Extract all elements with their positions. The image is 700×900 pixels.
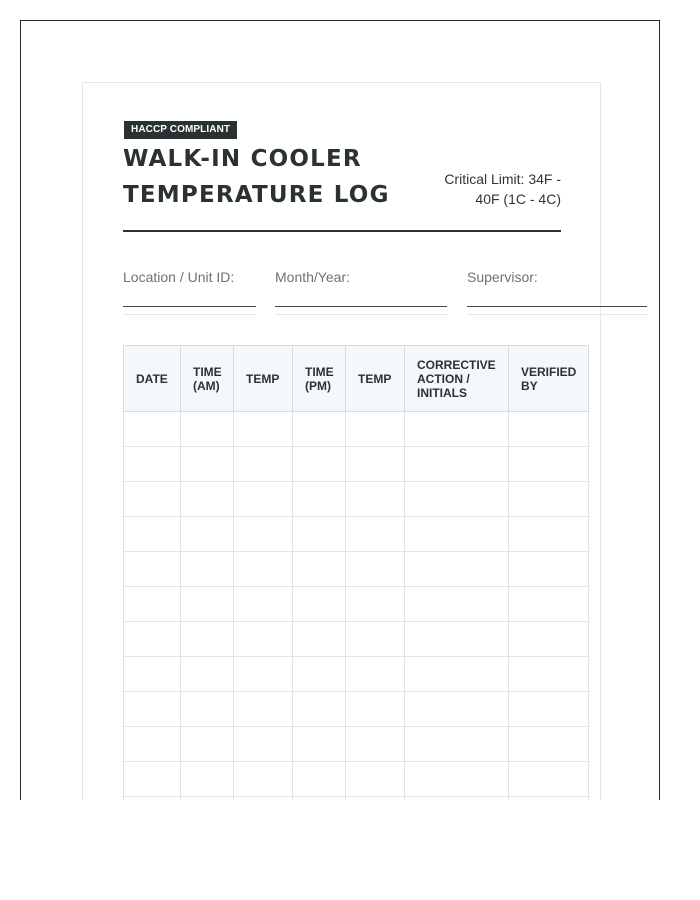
header-time-pm: [293, 346, 346, 412]
log-cell[interactable]: [346, 587, 405, 622]
log-cell[interactable]: [181, 447, 234, 482]
log-cell[interactable]: [234, 727, 293, 762]
log-cell[interactable]: [509, 552, 589, 587]
log-cell[interactable]: [124, 587, 181, 622]
month-year-field[interactable]: [275, 269, 350, 285]
header-temp-pm-text: TEMP: [358, 371, 392, 386]
log-cell[interactable]: [509, 482, 589, 517]
log-cell[interactable]: [346, 622, 405, 657]
header-verified-by: [509, 346, 589, 412]
month-year-underline[interactable]: [275, 306, 447, 307]
log-cell[interactable]: [234, 552, 293, 587]
title-divider: [123, 230, 561, 232]
log-cell[interactable]: [509, 447, 589, 482]
log-cell[interactable]: [181, 552, 234, 587]
log-cell[interactable]: [346, 447, 405, 482]
log-cell[interactable]: [509, 727, 589, 762]
log-cell[interactable]: [293, 762, 346, 797]
log-cell[interactable]: [405, 727, 509, 762]
log-cell[interactable]: [234, 517, 293, 552]
table-row: [124, 692, 589, 727]
log-cell[interactable]: [293, 412, 346, 447]
header-corrective-text-2: ACTION /: [417, 371, 470, 386]
log-cell[interactable]: [405, 482, 509, 517]
log-cell[interactable]: [124, 517, 181, 552]
location-underline-shadow: [123, 314, 256, 315]
log-cell[interactable]: [293, 797, 346, 801]
table-row: [124, 622, 589, 657]
header-time-pm-text-2: (PM): [305, 378, 331, 393]
table-row: [124, 657, 589, 692]
log-cell[interactable]: [234, 622, 293, 657]
log-cell[interactable]: [405, 587, 509, 622]
log-cell[interactable]: [346, 482, 405, 517]
table-row: [124, 517, 589, 552]
log-cell[interactable]: [124, 657, 181, 692]
header-corrective-text-1: CORRECTIVE: [417, 357, 496, 372]
log-cell[interactable]: [234, 692, 293, 727]
log-cell[interactable]: [124, 622, 181, 657]
log-cell[interactable]: [346, 552, 405, 587]
log-cell[interactable]: [234, 447, 293, 482]
log-cell[interactable]: [346, 517, 405, 552]
log-cell[interactable]: [509, 622, 589, 657]
header-time-am-text-1: TIME: [193, 364, 222, 379]
log-cell[interactable]: [293, 657, 346, 692]
log-cell[interactable]: [509, 762, 589, 797]
log-cell[interactable]: [124, 447, 181, 482]
table-row: [124, 482, 589, 517]
log-cell[interactable]: [181, 412, 234, 447]
critical-limit: [411, 169, 561, 209]
supervisor-underline[interactable]: [467, 306, 647, 307]
table-row: [124, 587, 589, 622]
header-corrective-text-3: INITIALS: [417, 385, 467, 400]
log-cell[interactable]: [293, 482, 346, 517]
log-cell[interactable]: [293, 727, 346, 762]
table-row: [124, 447, 589, 482]
log-cell[interactable]: [234, 412, 293, 447]
page-frame: [20, 20, 660, 800]
header-date-text: DATE: [136, 371, 168, 386]
month-year-label: Month/Year:: [275, 269, 350, 285]
log-cell[interactable]: [124, 482, 181, 517]
log-cell[interactable]: [234, 657, 293, 692]
supervisor-field[interactable]: [467, 269, 538, 285]
log-cell[interactable]: [234, 762, 293, 797]
table-header-row: [124, 346, 589, 412]
log-cell[interactable]: [293, 692, 346, 727]
table-row: [124, 797, 589, 801]
log-cell[interactable]: [509, 412, 589, 447]
log-cell[interactable]: [181, 727, 234, 762]
log-cell[interactable]: [405, 447, 509, 482]
table-row: [124, 412, 589, 447]
header-time-pm-text-1: TIME: [305, 364, 334, 379]
title-line-1: WALK-IN COOLER: [123, 146, 362, 172]
supervisor-label: Supervisor:: [467, 269, 538, 285]
log-cell[interactable]: [405, 517, 509, 552]
header-time-am: [181, 346, 234, 412]
title-line-2: TEMPERATURE LOG: [123, 182, 390, 208]
log-cell[interactable]: [124, 797, 181, 801]
page-title: [123, 141, 423, 213]
table-row: [124, 727, 589, 762]
log-sheet: [82, 82, 601, 800]
location-underline[interactable]: [123, 306, 256, 307]
table-body: [124, 412, 589, 801]
log-cell[interactable]: [124, 727, 181, 762]
log-cell[interactable]: [346, 797, 405, 801]
header-corrective-action: [405, 346, 509, 412]
table-row: [124, 762, 589, 797]
log-cell[interactable]: [405, 692, 509, 727]
log-cell[interactable]: [293, 552, 346, 587]
log-cell[interactable]: [405, 622, 509, 657]
log-cell[interactable]: [181, 692, 234, 727]
month-year-underline-shadow: [275, 314, 447, 315]
location-field[interactable]: [123, 269, 234, 285]
header-verified-text-2: BY: [521, 378, 538, 393]
log-cell[interactable]: [346, 692, 405, 727]
table-row: [124, 552, 589, 587]
log-cell[interactable]: [181, 797, 234, 801]
log-cell[interactable]: [405, 552, 509, 587]
log-cell[interactable]: [124, 692, 181, 727]
supervisor-underline-shadow: [467, 314, 647, 315]
log-cell[interactable]: [346, 412, 405, 447]
log-cell[interactable]: [293, 587, 346, 622]
log-cell[interactable]: [124, 412, 181, 447]
temperature-log-table: [123, 345, 589, 800]
header-verified-text-1: VERIFIED: [521, 364, 577, 379]
critical-limit-line-2: 40F (1C - 4C): [475, 191, 561, 207]
log-cell[interactable]: [181, 587, 234, 622]
log-cell[interactable]: [346, 727, 405, 762]
log-cell[interactable]: [181, 517, 234, 552]
header-temp-am: [234, 346, 293, 412]
log-cell[interactable]: [509, 587, 589, 622]
log-cell[interactable]: [124, 762, 181, 797]
log-cell[interactable]: [181, 762, 234, 797]
log-cell[interactable]: [181, 657, 234, 692]
log-cell[interactable]: [234, 797, 293, 801]
log-cell[interactable]: [181, 482, 234, 517]
critical-limit-line-1: Critical Limit: 34F -: [444, 171, 561, 187]
location-label: Location / Unit ID:: [123, 269, 235, 285]
log-cell[interactable]: [181, 622, 234, 657]
log-cell[interactable]: [405, 412, 509, 447]
log-cell[interactable]: [509, 657, 589, 692]
header-temp-pm: [346, 346, 405, 412]
log-cell[interactable]: [234, 587, 293, 622]
log-cell[interactable]: [509, 797, 589, 801]
header-date: [124, 346, 181, 412]
log-cell[interactable]: [405, 762, 509, 797]
log-cell[interactable]: [234, 482, 293, 517]
haccp-badge: HACCP COMPLIANT: [124, 121, 237, 139]
log-cell[interactable]: [346, 657, 405, 692]
log-cell[interactable]: [405, 657, 509, 692]
header-temp-am-text: TEMP: [246, 371, 280, 386]
log-cell[interactable]: [293, 622, 346, 657]
log-cell[interactable]: [346, 762, 405, 797]
log-cell[interactable]: [293, 517, 346, 552]
log-cell[interactable]: [509, 692, 589, 727]
log-cell[interactable]: [405, 797, 509, 801]
log-cell[interactable]: [509, 517, 589, 552]
log-cell[interactable]: [293, 447, 346, 482]
header-time-am-text-2: (AM): [193, 378, 220, 393]
log-cell[interactable]: [124, 552, 181, 587]
